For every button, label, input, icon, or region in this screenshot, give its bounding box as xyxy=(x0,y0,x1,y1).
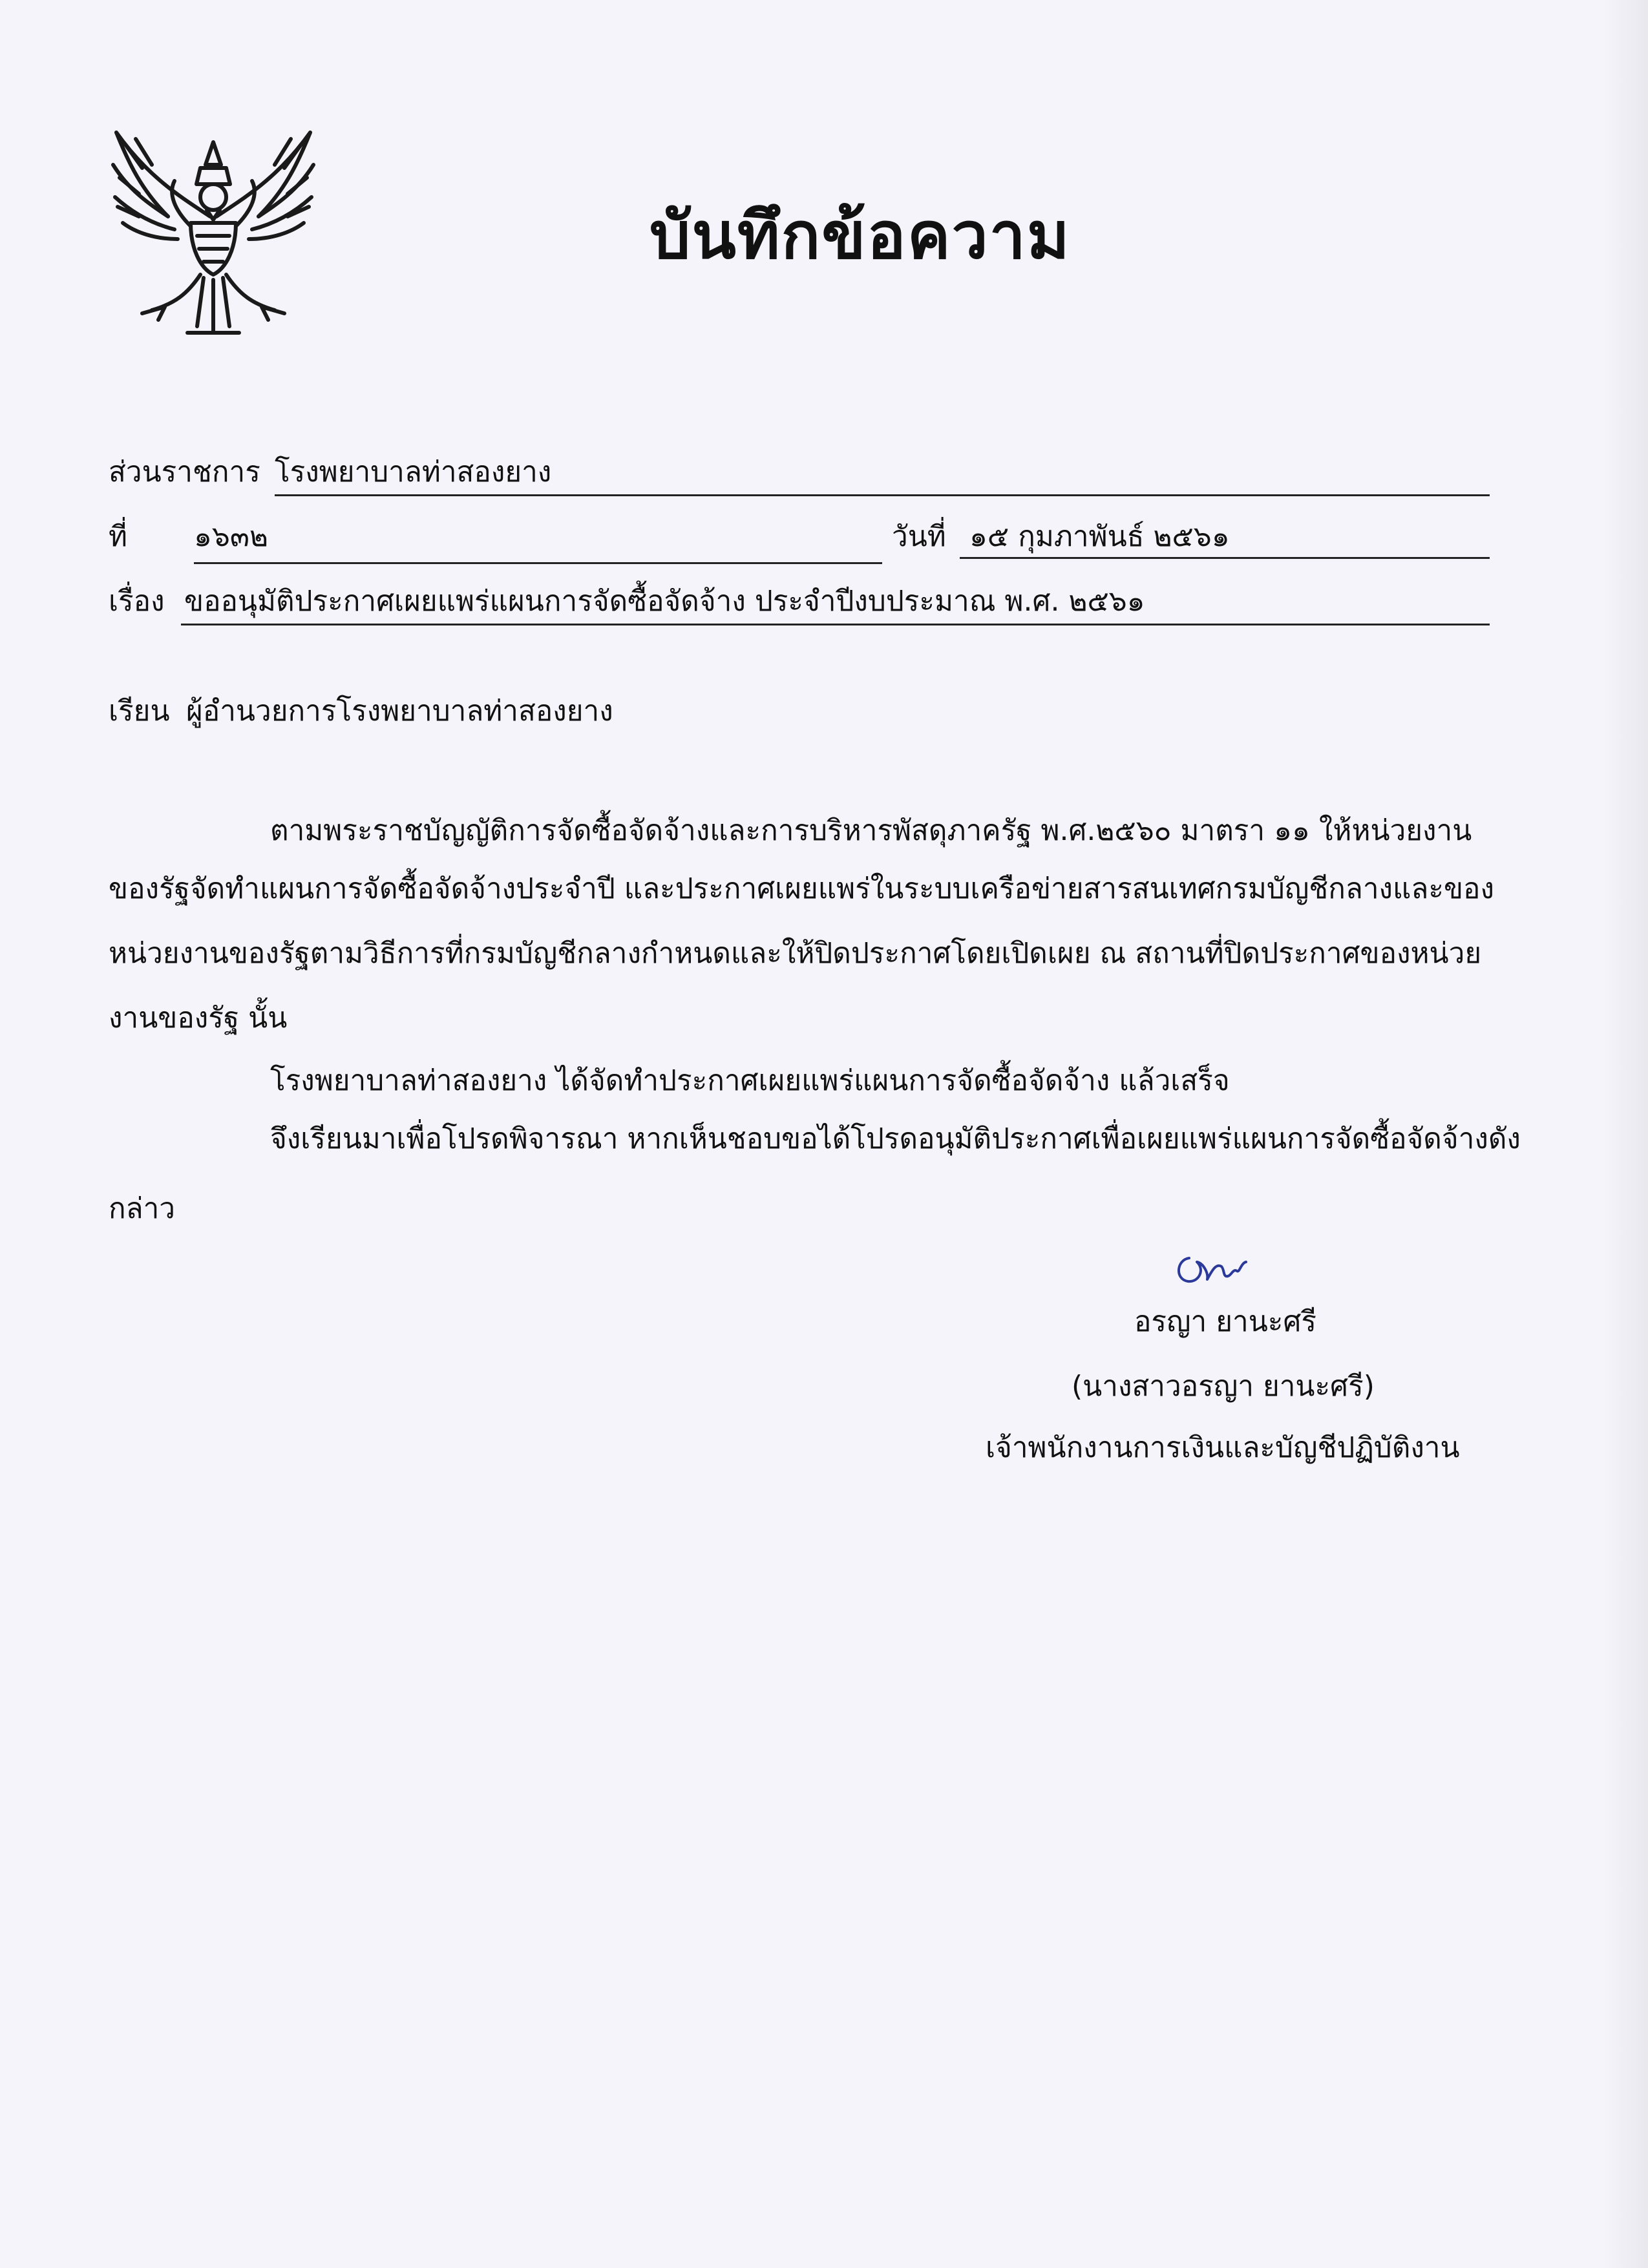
date-value: ๑๕ กุมภาพันธ์ ๒๕๖๑ xyxy=(969,520,1230,553)
paragraph-1-line-2: ของรัฐจัดทำแผนการจัดซื้อจัดจ้างประจำปี และประกาศเผยแพร่ในระบบเครือข่ายสารสนเทศกรมบัญชีกลางและของ xyxy=(109,872,1494,905)
agency-value: โรงพยาบาลท่าสองยาง xyxy=(275,456,552,488)
subject-label: เรื่อง xyxy=(109,585,165,618)
agency-underline xyxy=(275,494,1490,496)
handwritten-signature xyxy=(1170,1244,1260,1292)
ref-label: ที่ xyxy=(109,520,128,553)
page-edge-shadow xyxy=(1603,0,1648,2268)
signer-name: อรญา ยานะศรี xyxy=(1134,1305,1317,1338)
salutation-value: ผู้อำนวยการโรงพยาบาลท่าสองยาง xyxy=(186,695,613,728)
agency-label: ส่วนราชการ xyxy=(109,456,260,488)
paragraph-3-line-1: จึงเรียนมาเพื่อโปรดพิจารณา หากเห็นชอบขอได้โปรดอนุมัติประกาศเพื่อเผยแพร่แผนการจัดซื้อจัดจ้างดัง xyxy=(270,1122,1521,1155)
ref-value: ๑๖๓๒ xyxy=(194,520,268,553)
paragraph-3-line-2: กล่าว xyxy=(109,1192,176,1225)
subject-underline xyxy=(181,624,1490,625)
paragraph-1-line-4: งานของรัฐ นั้น xyxy=(109,1002,288,1034)
date-label: วันที่ xyxy=(892,520,946,553)
page-title: บันทึกข้อความ xyxy=(650,198,1071,273)
paragraph-1-line-3: หน่วยงานของรัฐตามวิธีการที่กรมบัญชีกลางกำหนดและให้ปิดประกาศโดยเปิดเผย ณ สถานที่ปิดประกาศของหน่วย xyxy=(109,937,1482,970)
ref-underline xyxy=(194,562,882,564)
signer-position: เจ้าพนักงานการเงินและบัญชีปฏิบัติงาน xyxy=(986,1431,1460,1464)
signer-full-name: (นางสาวอรญา ยานะศรี) xyxy=(1072,1370,1375,1403)
date-underline xyxy=(960,557,1490,559)
garuda-emblem-icon xyxy=(103,120,323,342)
salutation-label: เรียน xyxy=(109,695,170,728)
paragraph-1-line-1: ตามพระราชบัญญัติการจัดซื้อจัดจ้างและการบริหารพัสดุภาครัฐ พ.ศ.๒๕๖๐ มาตรา ๑๑ ให้หน่วยงาน xyxy=(270,814,1472,847)
paragraph-2: โรงพยาบาลท่าสองยาง ได้จัดทำประกาศเผยแพร่แผนการจัดซื้อจัดจ้าง แล้วเสร็จ xyxy=(270,1064,1230,1097)
subject-value: ขออนุมัติประกาศเผยแพร่แผนการจัดซื้อจัดจ้าง ประจำปีงบประมาณ พ.ศ. ๒๕๖๑ xyxy=(184,585,1145,618)
